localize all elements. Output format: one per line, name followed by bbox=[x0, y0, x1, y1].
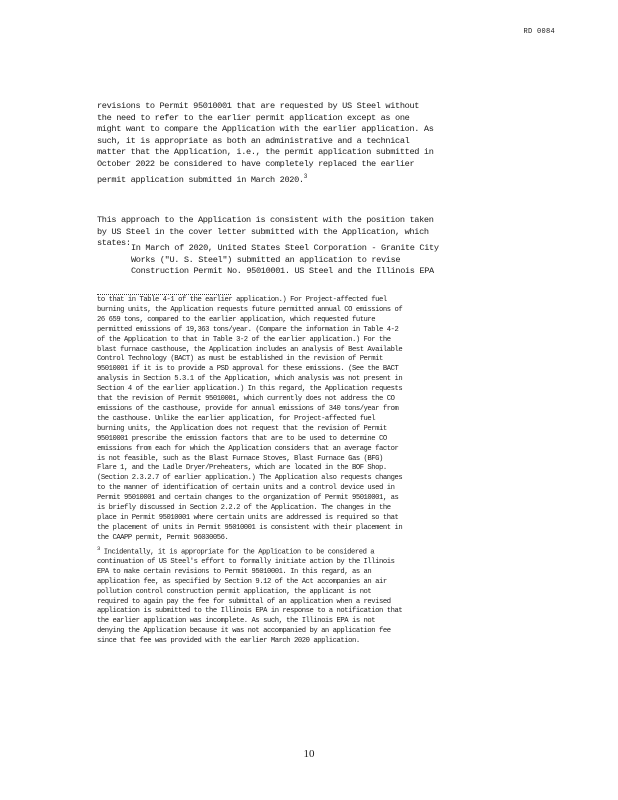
footnote-separator bbox=[97, 294, 231, 295]
footnote-ref-3: 3 bbox=[303, 172, 307, 180]
footnote-3 bbox=[97, 544, 525, 647]
page-number: 10 bbox=[303, 748, 315, 760]
paragraph-1-text: revisions to Permit 95010001 that are requested by US Steel without the need to refer to the earlier permit application except as one might want to compare the Application with the earlier application. As such, it is appropriate as both an administrative and a technical matter that the Application, i.e., the permit application submitted in October 2022 be considered to have completely replaced the earlier permit application submitted in March 2020. bbox=[97, 101, 434, 185]
footnotes-section bbox=[97, 296, 525, 647]
footnote-3-text: Incidentally, it is appropriate for the Application to be considered a continuation of US Steel's effort to formally initiate action by the Illinois EPA to make certain revisions to Permit 95010001. In this regard, as an application fee, as specified by Section 9.12 of the Act accompanies an air pollution control construction permit application, the applicant is not required to again pay the fee for submittal of an application when a revised application is submitted to the Illinois EPA in response to a notification that the earlier application was incomplete. As such, the Illinois EPA is not denying the Application because it was not accompanied by an application fee since that fee was provided with the earlier March 2020 application. bbox=[97, 548, 403, 646]
body-paragraph-1 bbox=[97, 101, 525, 186]
footnote-3-marker: 3 bbox=[97, 544, 100, 552]
block-quote: In March of 2020, United States Steel Corporation - Granite City Works ("U. S. Steel") submitted an application to revise Construction Permit No. 95010001. US Steel and the Illinois EPA bbox=[131, 243, 439, 277]
body-paragraph-2: This approach to the Application is consistent with the position taken by US Steel in the cover letter submitted with the Application, which states: bbox=[97, 215, 434, 249]
footnote-continued: to that in Table 4-1 of the earlier application.) For Project-affected fuel burning units, the Application requests future permitted annual CO emissions of 26 659 tons, compared to the earlier application, which requested future permitted emissions of 19,363 tons/year. (Compare the information in Table 4-2 of the Application to that in Table 3-2 of the earlier application.) For the blast furnace casthouse, the Application includes an analysis of Best Available Control Technology (BACT) as must be established in the revision of Permit 95010001 if it is to provide a PSD approval for these emissions. (See the BACT analysis in Section 5.3.1 of the Application, which analysis was not present in Section 4 of the earlier application.) In this regard, the Application requests that the revision of Permit 95010001, which currently does not address the CO emissions of the casthouse, provide for annual emissions of 340 tons/year from the casthouse. Unlike the earlier application, for Project-affected fuel burning units, the Application does not request that the revision of Permit 95010001 prescribe the emission factors that are to be used to determine CO emissions from each for which the Application considers that an average factor is not feasible, such as the Blast Furnace Stoves, Blast Furnace Gas (BFG) Flare 1, and the Ladle Dryer/Preheaters, which are located in the BOF Shop. (Section 2.3.2.7 of earlier application.) The Application also requests changes to the manner of identification of certain units and a control device used in Permit 95010001 and certain changes to the organization of Permit 95010001, as is briefly discussed in Section 2.2.2 of the Application. The changes in the place in Permit 95010001 where certain units are addressed is required so that the placement of units in Permit 95010001 is consistent with their placement in the CAAPP permit, Permit 96030056. bbox=[97, 296, 403, 542]
document-id-stamp: RD 0084 bbox=[523, 28, 555, 36]
